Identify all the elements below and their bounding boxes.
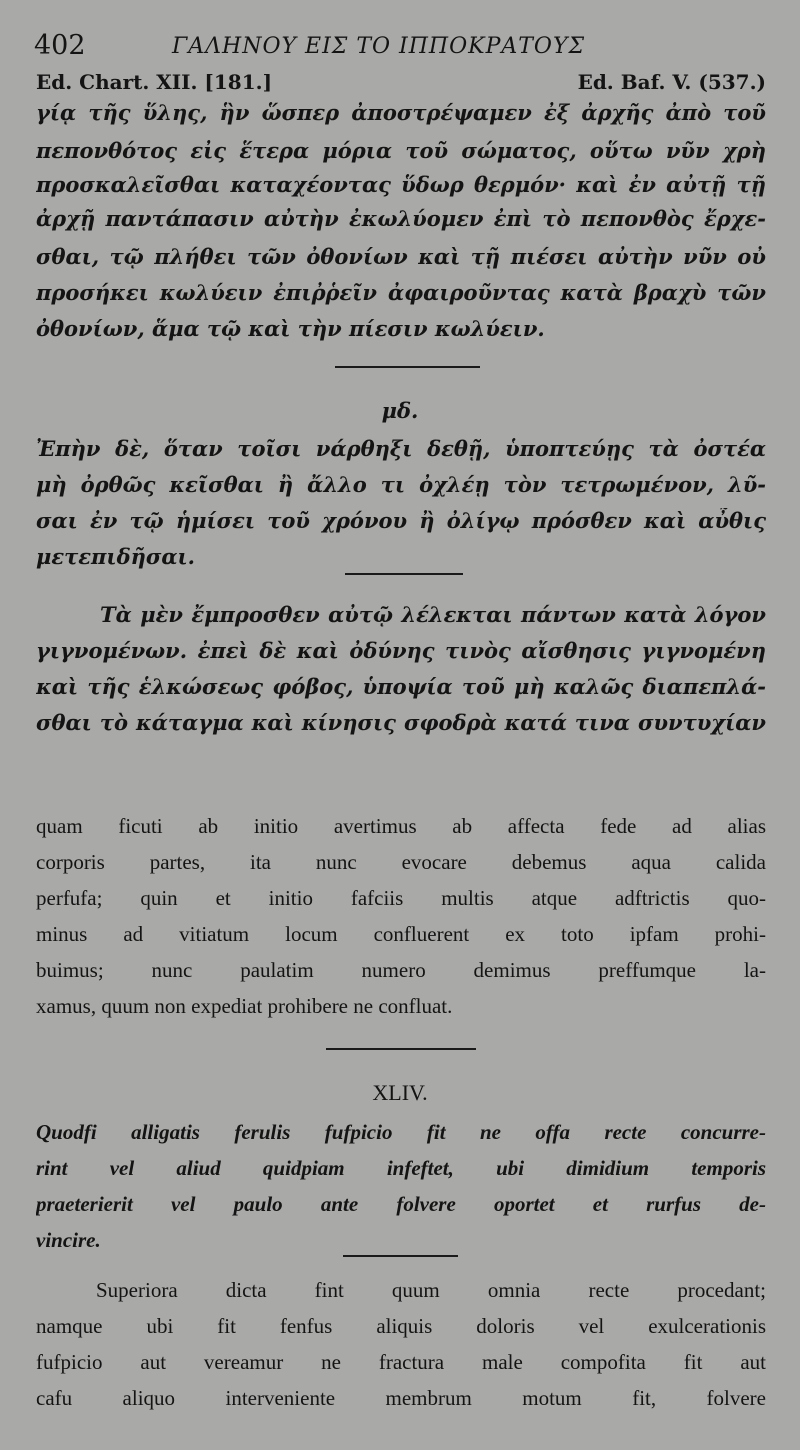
latin-section-heading: XLIV. [372,1080,428,1105]
greek-line: προσκαλεῖσθαι καταχέοντας ὕδωρ θερμόν· καὶ ἐν αὐτῇ τῇ [36,172,766,197]
section-rule [343,1255,458,1257]
running-title: ΓΑΛΗΝΟΥ ΕΙΣ ΤΟ ΙΠΠΟΚΡΑΤΟΥΣ [172,34,586,59]
greek-line: ἀρχῇ παντάπασιν αὐτὴν ἐκωλύομεν ἐπὶ τὸ πεπονθὸς ἔρχε- [36,206,766,231]
greek-line: σθαι, τῷ πλήθει τῶν ὀθονίων καὶ τῇ πιέσει αὐτὴν νῦν οὐ [36,244,766,269]
latin-commentary-line: cafu aliquo interveniente membrum motum fit, folvere [36,1386,766,1410]
latin-aphorism-line: vincire. [36,1228,101,1252]
greek-section-heading: μδ. [381,398,419,423]
latin-line: quam ficuti ab initio avertimus ab affecta fede ad alias [36,814,766,838]
greek-aphorism-line: μὴ ὀρθῶς κεῖσθαι ἢ ἄλλο τι ὀχλέῃ τὸν τετρωμένον, λῦ- [36,472,766,497]
latin-aphorism-line: Quodfi alligatis ferulis fufpicio fit ne offa recte concurre- [36,1120,766,1144]
greek-aphorism-line: Ἐπὴν δὲ, ὅταν τοῖσι νάρθηξι δεθῇ, ὑποπτεύῃς τὰ ὀστέα [36,436,766,461]
latin-line: perfufa; quin et initio fafciis multis atque adftrictis quo- [36,886,766,910]
latin-commentary-line: fufpicio aut vereamur ne fractura male compofita fit aut [36,1350,766,1374]
section-rule [335,366,480,368]
greek-line: προσήκει κωλύειν ἐπιῤῥεῖν ἀφαιροῦντας κατὰ βραχὺ τῶν [36,280,766,305]
greek-line: γίᾳ τῆς ὕλης, ἣν ὥσπερ ἀποστρέψαμεν ἐξ ἀρχῆς ἀπὸ τοῦ [36,100,766,125]
latin-aphorism-line: praeterierit vel paulo ante folvere oportet et rurfus de- [36,1192,766,1216]
latin-commentary-line: namque ubi fit fenfus aliquis doloris vel exulcerationis [36,1314,766,1338]
greek-line: πεπονθότος εἰς ἕτερα μόρια τοῦ σώματος, οὕτω νῦν χρὴ [36,138,766,163]
edition-right: Ed. Baf. V. (537.) [577,70,766,94]
greek-aphorism-line: μετεπιδῆσαι. [36,544,195,569]
latin-commentary-line: Superiora dicta fint quum omnia recte procedant; [96,1278,766,1302]
section-rule [345,573,463,575]
latin-line: xamus, quum non expediat prohibere ne confluat. [36,994,453,1018]
greek-commentary-line: Τὰ μὲν ἔμπροσθεν αὐτῷ λέλεκται πάντων κατὰ λόγον [100,602,766,627]
latin-line: minus ad vitiatum locum confluerent ex toto ipfam prohi- [36,922,766,946]
page-number: 402 [34,30,86,61]
greek-commentary-line: καὶ τῆς ἑλκώσεως φόβος, ὑποψία τοῦ μὴ καλῶς διαπεπλά- [36,674,766,699]
greek-line: ὀθονίων, ἅμα τῷ καὶ τὴν πίεσιν κωλύειν. [36,316,545,341]
greek-commentary-line: γιγνομένων. ἐπεὶ δὲ καὶ ὀδύνης τινὸς αἴσθησις γιγνομένη [36,638,766,663]
latin-line: corporis partes, ita nunc evocare debemus aqua calida [36,850,766,874]
latin-aphorism-line: rint vel aliud quidpiam infeftet, ubi dimidium temporis [36,1156,766,1180]
latin-line: buimus; nunc paulatim numero demimus preffumque la- [36,958,766,982]
greek-aphorism-line: σαι ἐν τῷ ἡμίσει τοῦ χρόνου ἢ ὀλίγῳ πρόσθεν καὶ αὖθις [36,508,766,533]
greek-commentary-line: σθαι τὸ κάταγμα καὶ κίνησις σφοδρὰ κατά τινα συντυχίαν [36,710,766,735]
section-rule [326,1048,476,1050]
edition-left: Ed. Chart. XII. [181.] [36,70,273,94]
